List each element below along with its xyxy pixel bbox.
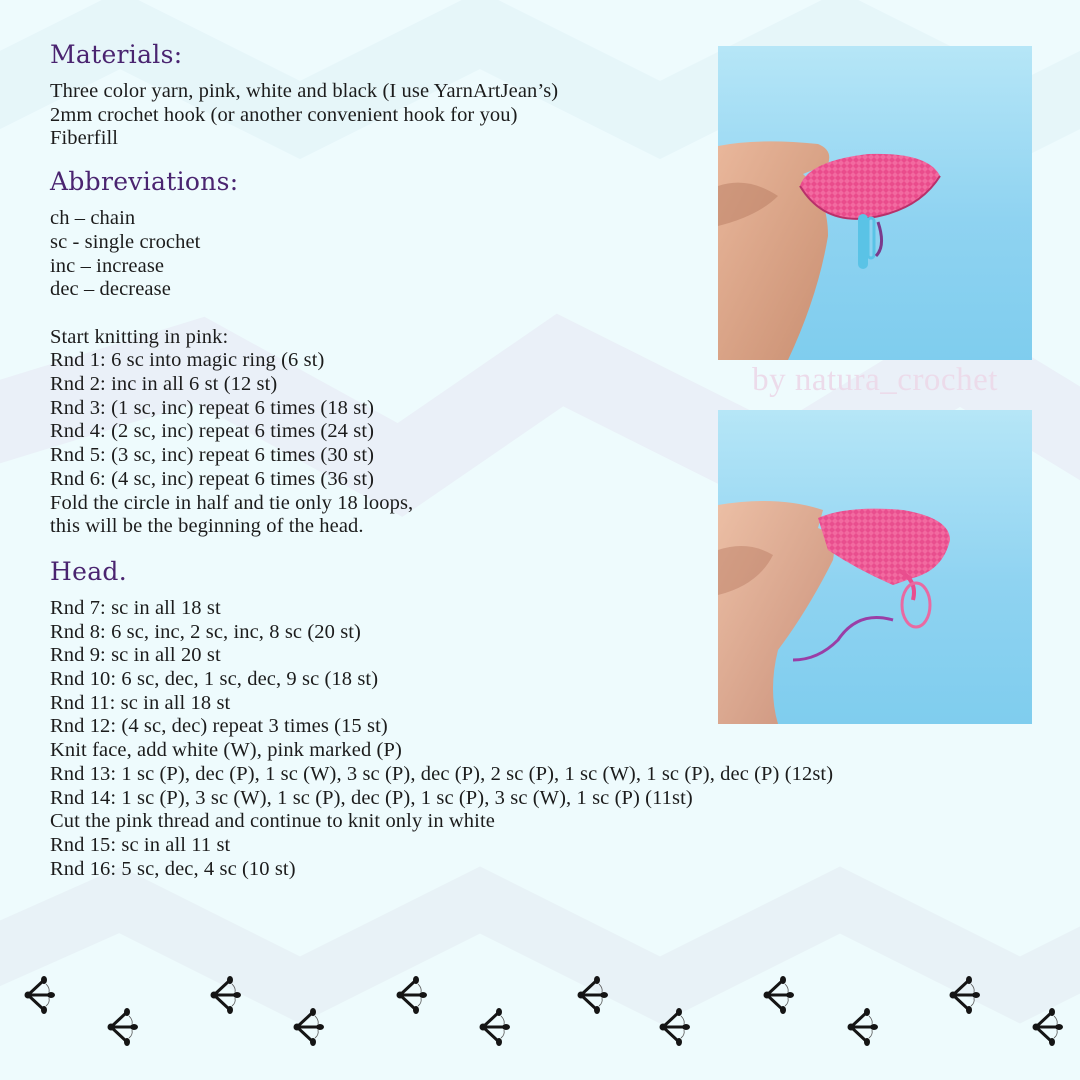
bird-footprint-icon	[761, 975, 801, 1015]
instruction-line: Rnd 4: (2 sc, inc) repeat 6 times (24 st)	[50, 420, 375, 443]
bird-footprint-icon	[947, 975, 987, 1015]
bird-footprint-icon	[291, 1007, 331, 1047]
instruction-line: Rnd 9: sc in all 20 st	[50, 644, 221, 667]
materials-heading: Materials:	[50, 40, 183, 69]
materials-line: Three color yarn, pink, white and black (I use YarnArtJean’s)	[50, 80, 559, 102]
abbreviation-item: ch – chain	[50, 207, 136, 230]
abbreviations-heading: Abbreviations:	[50, 167, 239, 197]
instruction-line: Rnd 14: 1 sc (P), 3 sc (W), 1 sc (P), dec (P), 1 sc (P), 3 sc (W), 1 sc (P) (11st)	[50, 786, 693, 809]
abbreviation-item: dec – decrease	[50, 278, 171, 301]
instruction-line: Rnd 13: 1 sc (P), dec (P), 1 sc (W), 3 sc (P), dec (P), 2 sc (P), 1 sc (W), 1 sc (P), dec (P) (12st)	[50, 762, 834, 785]
bird-footprint-icon	[208, 975, 248, 1015]
instruction-line: Rnd 15: sc in all 11 st	[50, 833, 231, 856]
instruction-line: Rnd 7: sc in all 18 st	[50, 596, 221, 619]
bird-footprint-icon	[105, 1007, 145, 1047]
bird-footprint-icon	[22, 975, 62, 1015]
instruction-line: Rnd 10: 6 sc, dec, 1 sc, dec, 9 sc (18 st)	[50, 668, 379, 691]
materials-line: Fiberfill	[50, 127, 119, 150]
abbreviation-item: sc - single crochet	[50, 230, 201, 253]
instruction-line: Fold the circle in half and tie only 18 loops,	[50, 491, 414, 514]
instruction-line: Rnd 6: (4 sc, inc) repeat 6 times (36 st)	[50, 467, 375, 490]
crochet-circle-photo	[718, 46, 1032, 360]
instruction-line: Rnd 2: inc in all 6 st (12 st)	[50, 373, 278, 396]
abbreviation-item: inc – increase	[50, 254, 165, 277]
instruction-line: Rnd 16: 5 sc, dec, 4 sc (10 st)	[50, 857, 296, 880]
instruction-line: this will be the beginning of the head.	[50, 515, 364, 538]
instruction-line: Rnd 5: (3 sc, inc) repeat 6 times (30 st)	[50, 444, 375, 467]
head-heading: Head.	[50, 556, 127, 586]
photo-step-1	[718, 46, 1032, 360]
materials-line: 2mm crochet hook (or another convenient hook for you)	[50, 103, 518, 126]
bird-footprint-icon	[1030, 1007, 1070, 1047]
bird-footprint-icon	[575, 975, 615, 1015]
instruction-line: Start knitting in pink:	[50, 325, 229, 348]
watermark-text: by natura_crochet	[752, 362, 998, 398]
instruction-line: Cut the pink thread and continue to knit only in white	[50, 810, 495, 833]
bird-footprint-icon	[394, 975, 434, 1015]
photo-step-2	[718, 410, 1032, 724]
bird-footprint-icon	[845, 1007, 885, 1047]
instruction-line: Knit face, add white (W), pink marked (P)	[50, 739, 402, 762]
instruction-line: Rnd 3: (1 sc, inc) repeat 6 times (18 st)	[50, 396, 375, 419]
bird-footprint-icon	[657, 1007, 697, 1047]
crochet-folded-photo	[718, 410, 1032, 724]
instruction-line: Rnd 8: 6 sc, inc, 2 sc, inc, 8 sc (20 st)	[50, 620, 361, 643]
instruction-line: Rnd 1: 6 sc into magic ring (6 st)	[50, 349, 325, 372]
bird-footprint-icon	[477, 1007, 517, 1047]
instruction-line: Rnd 12: (4 sc, dec) repeat 3 times (15 st)	[50, 715, 388, 738]
instruction-line: Rnd 11: sc in all 18 st	[50, 691, 231, 714]
footprint-border	[0, 960, 1080, 1060]
